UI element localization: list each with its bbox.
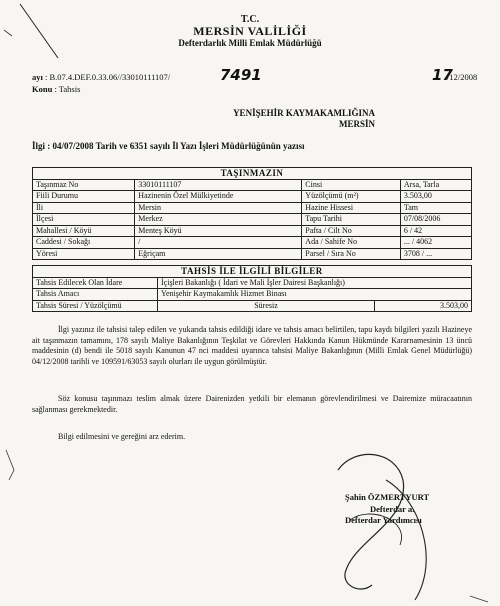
table-cell: Mersin [135, 202, 302, 214]
table-cell: İli [33, 202, 135, 214]
tahsis-table [32, 265, 472, 312]
konu-label: Konu [32, 84, 53, 94]
table-row [33, 300, 472, 312]
body-paragraph-3: Bilgi edilmesini ve gereğini arz ederim. [58, 432, 186, 441]
table-cell: Pafta / Cilt No [302, 225, 401, 237]
table-cell: Yüzölçümü (m²) [302, 191, 401, 203]
table-cell: Fiili Durumu [33, 191, 135, 203]
table-cell: Tahsis Amacı [33, 289, 158, 301]
table-row [33, 277, 472, 289]
table-cell: Menteş Köyü [135, 225, 302, 237]
sayi-line [32, 72, 170, 82]
konu-line [32, 84, 80, 94]
table-cell: 3.503,00 [400, 191, 471, 203]
signature-name: Şahin ÖZMERTYURT [345, 492, 430, 502]
table-cell: Süresiz [158, 300, 375, 312]
table-cell: Caddesi / Sokağı [33, 237, 135, 249]
table-cell: Merkez [135, 214, 302, 226]
ilgi-line: İlgi : 04/07/2008 Tarih ve 6351 sayılı İl Yazı İşleri Müdürlüğünün yazısı [32, 141, 305, 151]
table-row [33, 248, 472, 260]
table-cell: Tahsis Edilecek Olan İdare [33, 277, 158, 289]
table-cell: / [135, 237, 302, 249]
table-cell: Hazinenin Özel Mülkiyetinde [135, 191, 302, 203]
konu-value: : Tahsis [54, 84, 81, 94]
table-row [33, 214, 472, 226]
body-paragraph-2: Söz konusu taşınmazı teslim almak üzere Dairenizden yetkili bir elemanın görevlendirilmesi ve Dairemize müracaatının sağlanması gerekmektedir. [32, 394, 472, 414]
table-cell: Taşınmaz No [33, 179, 135, 191]
table-cell: Parsel / Sıra No [302, 248, 401, 260]
body-paragraph-1: İlgi yazınız ile tahsisi talep edilen ve yukarıda tahsis edildiği idare ve tahsis amacı belirtilen, tapu kaydı bilgileri yazılı Hazineye ait taşınmazın tamamını, 178 sayılı Maliye Bakanlığının Teşkilat ve Görevleri Hakkında Kanun Hükmünde Kararnamesinin 13 üncü maddesinin (d) bendi ile 5018 sayılı Kanunun 47 nci maddesi uyarınca tahsisi Maliye Bakanlığının (Milli Emlak Genel Müdürlüğü) 04/12/2008 tarihli ve 109591/63053 sayılı olurları ile uygun görülmüştür. [32, 325, 472, 366]
table-cell: ... / 4062 [400, 237, 471, 249]
table-row [33, 225, 472, 237]
sayi-label: ayı [32, 72, 43, 82]
addressee-line1: YENİŞEHİR KAYMAKAMLIĞINA [233, 108, 375, 118]
table-cell: 3.503,00 [375, 300, 472, 312]
table-cell: Yöresi [33, 248, 135, 260]
table-row [33, 289, 472, 301]
table-cell: Eğriçam [135, 248, 302, 260]
table-row [33, 179, 472, 191]
table-row [33, 237, 472, 249]
table-cell: 33010111107 [135, 179, 302, 191]
tahsis-title: TAHSİS İLE İLGİLİ BİLGİLER [33, 266, 472, 278]
table-row [33, 191, 472, 203]
table-cell: İçişleri Bakanlığı ( İdari ve Mali İşler Dairesi Başkanlığı) [158, 277, 472, 289]
table-cell: Cinsi [302, 179, 401, 191]
header-tc: T.C. [240, 14, 260, 25]
table-cell: Tapu Tarihi [302, 214, 401, 226]
tasinmaz-title: TAŞINMAZIN [33, 168, 472, 180]
table-cell: Arsa, Tarla [400, 179, 471, 191]
table-row [33, 202, 472, 214]
table-cell: Mahallesi / Köyü [33, 225, 135, 237]
signature-title1: Defterdar a. [370, 504, 415, 514]
header-mudurluk: Defterdarlık Milli Emlak Müdürlüğü [178, 38, 322, 48]
table-cell: Yenişehir Kaymakamlık Hizmet Binası [158, 289, 472, 301]
addressee-line2: MERSİN [338, 119, 375, 129]
table-cell: Ada / Sahife No [302, 237, 401, 249]
header-valilik: MERSİN VALİLİĞİ [193, 24, 307, 38]
table-cell: 3708 / ... [400, 248, 471, 260]
sayi-handwritten: 7491 [220, 66, 262, 84]
date-handwritten: 17 [432, 66, 453, 84]
table-cell: 07/08/2006 [400, 214, 471, 226]
table-cell: Tahsis Süresi / Yüzölçümü [33, 300, 158, 312]
sayi-value: : B.07.4.DEF.0.33.06//33010111107/ [45, 72, 171, 82]
tasinmaz-table [32, 167, 472, 260]
table-cell: İlçesi [33, 214, 135, 226]
table-cell: Tam [400, 202, 471, 214]
table-cell: 6 / 42 [400, 225, 471, 237]
date-rest: /12/2008 [447, 72, 478, 82]
table-cell: Hazine Hissesi [302, 202, 401, 214]
signature-title2: Defterdar Yardımcısı [345, 515, 422, 525]
